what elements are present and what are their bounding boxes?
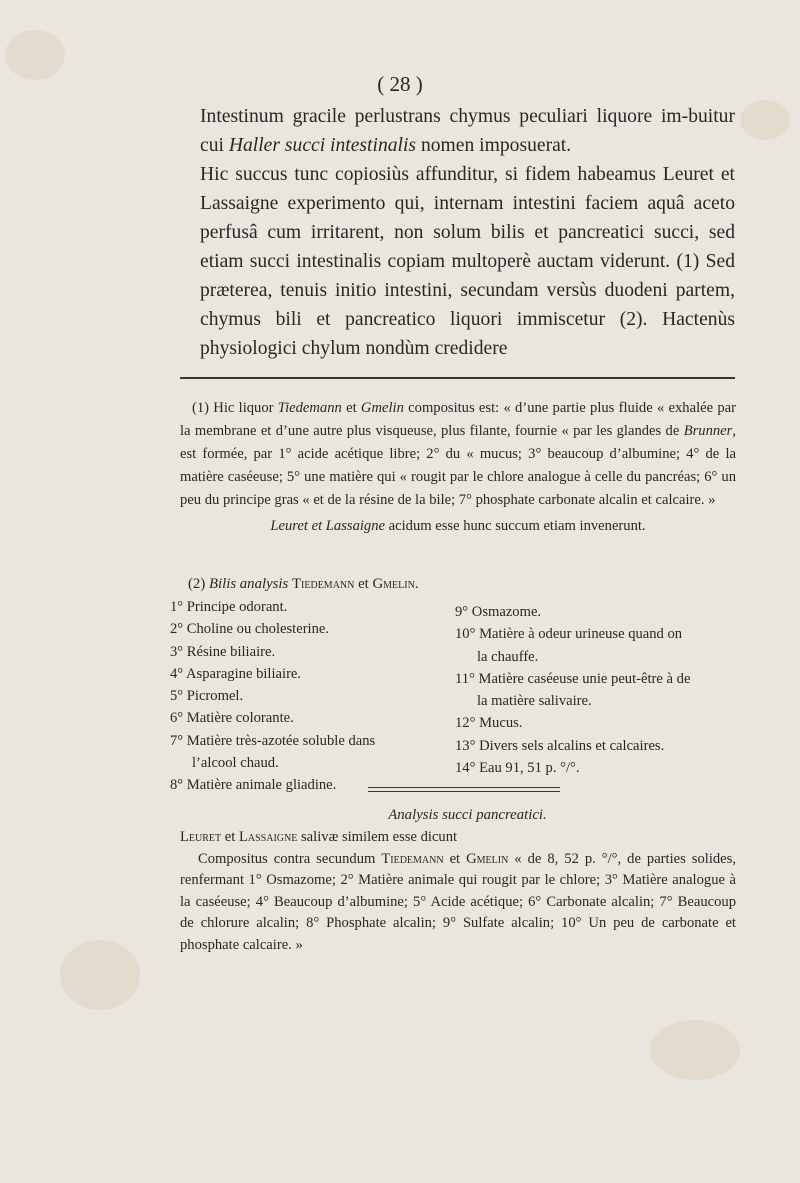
bile-list-right [455, 601, 745, 779]
list-item: 6° Matière colorante. [170, 710, 294, 727]
list-item: 12° Mucus. [455, 715, 523, 732]
paragraph-2: Hic succus tunc copiosiùs affunditur, si fidem habeamus Leuret et Lassaigne experimento qui, internam intestini faciem aquâ aceto perfusâ cum irritarent, non solum bilis et pancreatici succi, sed etiam succi intestinalis copiam multoperè auctam viderunt. (1) Sed præterea, tenuis initio intestini, secundam versùs duodeni partem, chymus bili et pancreatico liquori immiscetur (2). Hactenùs physiologici chylum nondùm credidere [200, 164, 735, 359]
section-rule [368, 791, 560, 792]
list-item-continued: l’alcool chaud. [192, 755, 279, 772]
period: . [414, 576, 419, 592]
signature-text: acidum esse hunc succum etiam invenerunt. [385, 518, 646, 534]
author-name: Leuret [180, 829, 222, 845]
foxing-stain [60, 940, 140, 1010]
conjunction: et [221, 829, 239, 845]
footnote-1 [180, 397, 736, 538]
conjunction: et [354, 576, 373, 592]
footnote-2-title: Bilis analysis [208, 576, 289, 592]
list-item: 7° Matière très-azotée soluble dans [170, 732, 376, 749]
list-item: 4° Asparagine biliaire. [170, 665, 302, 682]
footnote-1-signature [180, 515, 736, 538]
list-item-continued: la chauffe. [477, 648, 539, 665]
footnote-3 [180, 827, 736, 956]
author-name: Gmelin [372, 576, 415, 592]
list-item: 2° Choline ou cholesterine. [170, 621, 330, 638]
list-item: 13° Divers sels alcalins et calcaires. [455, 737, 665, 754]
list-item: 10° Matière à odeur urineuse quand on [455, 626, 683, 643]
footnote-1-lead: (1) Hic liquor [192, 400, 278, 416]
author-name: Brunner [683, 423, 733, 439]
footnote-1-body-continued: , est formée, par 1° acide acétique libre; 2° du « mucus; 3° beaucoup d’albumine; 4° de la matière caséeuse; 5° une matière qui « rougit par le chlore analogue à celle du pancréas; 6° un peu du principe gras « et de la résine de la bile; 7° phosphate carbonate alcalin et calcaire. » [180, 423, 736, 508]
paragraph-1-end: nomen imposuerat. [416, 135, 572, 156]
footnote-2-heading [188, 576, 419, 593]
paragraph-1-italic: Haller succi intestinalis [228, 135, 417, 156]
conjunction: et [341, 400, 361, 416]
paragraph-1-text: Intestinum gracile perlustrans chymus peculiari liquore im-buitur cui [200, 106, 735, 156]
foxing-stain [740, 100, 790, 140]
author-name: Gmelin [466, 850, 509, 867]
footnote-3-text: Compositus contra secundum [198, 850, 382, 867]
conjunction: et [443, 850, 467, 867]
list-item: 3° Résine biliaire. [170, 643, 276, 660]
main-text [200, 102, 735, 363]
author-name: Tiedemann [292, 576, 355, 592]
footnote-3-line1: salivæ similem esse dicunt [297, 829, 458, 845]
footnote-rule [180, 377, 735, 379]
author-name: Lassaigne [238, 829, 298, 845]
foxing-stain [650, 1020, 740, 1080]
paragraph-1 [200, 102, 735, 160]
page-number: ( 28 ) [377, 72, 423, 96]
author-name: Tiedemann [277, 400, 342, 416]
section-rule [368, 787, 560, 788]
author-name: Tiedemann [381, 850, 444, 867]
list-item: 5° Picromel. [170, 688, 244, 705]
list-item: 1° Principe odorant. [170, 599, 288, 615]
author-name: Gmelin [360, 400, 404, 416]
list-item-continued: la matière salivaire. [477, 693, 592, 710]
list-item: 14° Eau 91, 51 p. °/°. [455, 760, 580, 777]
footnote-2-lead: (2) [188, 576, 209, 592]
list-item: 9° Osmazome. [455, 604, 542, 620]
section-title: Analysis succi pancreatici. [388, 807, 547, 823]
footnote-3-text-continued: « de 8, 52 p. °/°, de parties solides, renfermant 1° Osmazome; 2° Matière animale qui rougit par le chlore; 3° Matière analogue à la caséeuse; 4° Beaucoup d’albumine; 5° Acide acétique; 6° Carbonate alcalin; 7° Beaucoup de chlorure alcalin; 8° Phosphate alcalin; 9° Sulfate alcalin; 10° Un peu de carbonate et phosphate calcaire. » [180, 850, 736, 953]
bile-list-left [170, 596, 440, 797]
footnote-1-body: compositus est: « d’une partie plus fluide « exhalée par la membrane et d’une autre plus visqueuse, plus filante, fournie « par les glandes de [180, 400, 736, 439]
list-item: 8° Matière animale gliadine. [170, 777, 337, 794]
list-item: 11° Matière caséeuse unie peut-être à de [455, 670, 691, 687]
signature-authors: Leuret et Lassaigne [270, 518, 385, 534]
